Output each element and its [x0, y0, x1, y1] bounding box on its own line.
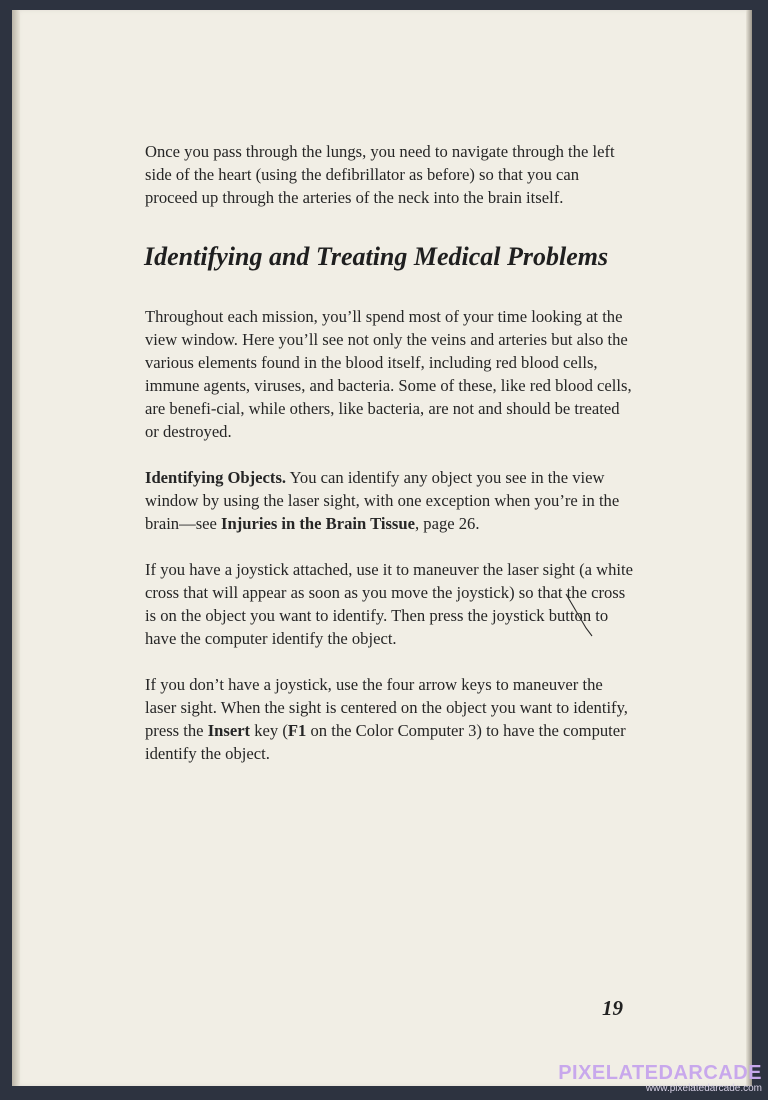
paragraph-mission: Throughout each mission, you’ll spend most of your time looking at the view window. Here you’ll see not only the veins and arteries but also the various elements found in the blood itself, including red blood cells, immune agents, viruses, and bacteria. Some of these, like red blood cells, are benefi-cial, while others, like bacteria, are not and should be treated or destroyed. [145, 307, 632, 441]
f1-key: F1 [287, 721, 307, 740]
page-edge [746, 10, 752, 1086]
keyboard-text-b: key ( [250, 721, 288, 740]
keyboard-text-a: If you don’t have a joystick, use the four arrow keys to maneuver the laser sight. When the sight is centered on the object you want to identify, press the [145, 675, 628, 740]
brain-tissue-reference: Injuries in the Brain Tissue [221, 514, 415, 533]
paragraph-joystick: If you have a joystick attached, use it to maneuver the laser sight (a white cross that will appear as soon as you move the joystick) so that the cross is on the object you want to identify. Then press the joystick button to have the computer identify the object. [145, 560, 633, 648]
insert-key: Insert [207, 721, 251, 740]
identifying-end: , page 26. [414, 514, 480, 533]
page-content [145, 140, 635, 788]
manual-page [12, 10, 752, 1086]
paragraph-lungs: Once you pass through the lungs, you need to navigate through the left side of the heart (using the defibrillator as before) so that you can proceed up through the arteries of the neck into the brain itself. [145, 142, 615, 207]
pen-mark [564, 592, 624, 662]
paragraph-keyboard [145, 673, 635, 765]
watermark-logo: PIXELATEDARCADE [558, 1062, 762, 1084]
watermark [558, 1062, 762, 1094]
keyboard-text-c: on the Color Computer 3) to have the computer identify the object. [145, 721, 626, 763]
page-spine-shadow [12, 10, 20, 1086]
identifying-objects-lead: Identifying Objects. [145, 468, 287, 487]
identifying-text: You can identify any object you see in the view window by using the laser sight, with one exception when you’re in the brain—see [145, 468, 620, 533]
page-number: 19 [602, 996, 623, 1020]
watermark-url: www.pixelatedarcade.com [645, 1083, 762, 1094]
paragraph-identifying [145, 466, 635, 535]
section-heading: Identifying and Treating Medical Problems [144, 242, 609, 271]
